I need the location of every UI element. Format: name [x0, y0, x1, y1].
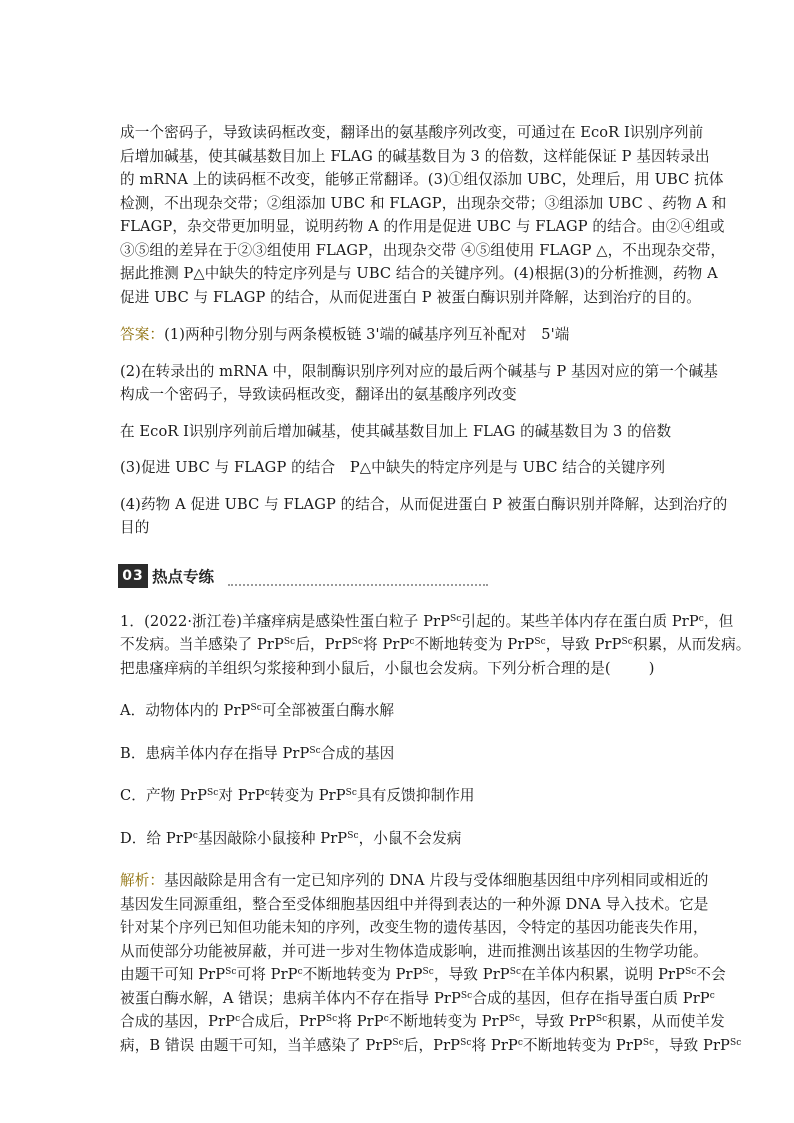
solution-analysis — [120, 869, 742, 1057]
answer-line-3: 在 EcoR Ⅰ识别序列前后增加碱基，使其碱基数目加上 FLAG 的碱基数目为 3 的倍数 — [120, 422, 672, 440]
option-b: B．患病羊体内存在指导 PrP$^{Sc}$合成的基因 — [120, 744, 395, 762]
analysis-label: 解析： — [120, 872, 165, 889]
question-line-3: 把患瘙痒病的羊组织匀浆接种到小鼠后，小鼠也会发病。下列分析合理的是( ) — [120, 659, 655, 677]
question-block — [120, 610, 751, 851]
solution-line-8: 病，B 错误 由题干可知，当羊感染了 PrP$^{Sc}$后，PrP$^{Sc}$将 PrP$^c$不断地转变为 PrP$^{Sc}$，导致 PrP$^{Sc}$ — [120, 1036, 742, 1054]
option-d: D．给 PrP$^c$基因敲除小鼠接种 PrP$^{Sc}$，小鼠不会发病 — [120, 829, 462, 847]
analysis-line: 成一个密码子，导致读码框改变，翻译出的氨基酸序列改变，可通过在 EcoR Ⅰ识别序列前 — [120, 124, 704, 141]
analysis-line: 检测，不出现杂交带；②组添加 UBC 和 FLAGP，出现杂交带；③组添加 UBC 、药物 A 和 — [120, 194, 727, 212]
analysis-line: 后增加碱基，使其碱基数目加上 FLAG 的碱基数目为 3 的倍数，这样能保证 P 基因转录出 — [120, 147, 710, 165]
answer-line-5a: (4)药物 A 促进 UBC 与 FLAGP 的结合，从而促进蛋白 P 被蛋白酶识别并降解，达到治疗的 — [120, 495, 728, 513]
question-line-2: 不发病。当羊感染了 PrP$^{Sc}$后，PrP$^{Sc}$将 PrP$^c$不断地转变为 PrP$^{Sc}$，导致 PrP$^{Sc}$积累，从而发病。 — [120, 636, 751, 653]
answer-line-5b: 目的 — [120, 519, 150, 536]
previous-analysis — [120, 121, 727, 309]
option-c: C．产物 PrP$^{Sc}$对 PrP$^c$转变为 PrP$^{Sc}$具有反馈抑制作用 — [120, 787, 475, 804]
solution-line-3: 针对某个序列已知但功能未知的序列，改变生物的遗传基因，令特定的基因功能丧失作用， — [120, 919, 708, 936]
answer-line-1: 答案：(1)两种引物分别与两条模板链 3'端的碱基序列互补配对 5'端 — [120, 326, 570, 343]
option-a: A．动物体内的 PrP$^{Sc}$可全部被蛋白酶水解 — [120, 702, 395, 719]
solution-line-4: 从而使部分功能被屏蔽，并可进一步对生物体造成影响，进而推测出该基因的生物学功能。 — [120, 942, 708, 960]
solution-line-7: 合成的基因，PrP$^c$合成后，PrP$^{Sc}$将 PrP$^c$不断地转变为 PrP$^{Sc}$，导致 PrP$^{Sc}$积累，从而使羊发 — [120, 1013, 725, 1030]
question-line-1: 1．(2022·浙江卷)羊瘙痒病是感染性蛋白粒子 PrP$^{Sc}$引起的。某些羊体内存在蛋白质 PrP$^c$，但 — [120, 612, 734, 630]
solution-line-5: 由题干可知 PrP$^{Sc}$可将 PrP$^c$不断地转变为 PrP$^{Sc}$，导致 PrP$^{Sc}$在羊体内积累，说明 PrP$^{Sc}$不会 — [120, 966, 726, 983]
answer-line-4: (3)促进 UBC 与 FLAGP 的结合 P△中缺失的特定序列是与 UBC 结合的关键序列 — [120, 459, 666, 476]
analysis-line: ③⑤组的差异在于②③组使用 FLAGP，出现杂交带 ④⑤组使用 FLAGP △，不出现杂交带， — [120, 241, 726, 259]
solution-line-2: 基因发生同源重组，整合至受体细胞基因组中并得到表达的一种外源 DNA 导入技术。它是 — [120, 895, 709, 913]
analysis-line: 促进 UBC 与 FLAGP 的结合，从而促进蛋白 P 被蛋白酶识别并降解，达到治疗的目的。 — [120, 288, 701, 306]
section-divider — [228, 584, 488, 586]
section-header — [118, 562, 674, 590]
solution-line-1: 解析：基因敲除是用含有一定已知序列的 DNA 片段与受体细胞基因组中序列相同或相近的 — [120, 872, 709, 889]
analysis-line: 据此推测 P△中缺失的特定序列是与 UBC 结合的关键序列。(4)根据(3)的分析推测，药物 A — [120, 265, 718, 282]
analysis-line: FLAGP，杂交带更加明显，说明药物 A 的作用是促进 UBC 与 FLAGP 的结合。由②④组或 — [120, 218, 725, 235]
analysis-line: 的 mRNA 上的读码框不改变，能够正常翻译。(3)①组仅添加 UBC，处理后，用 UBC 抗体 — [120, 171, 724, 188]
answer-label: 答案： — [120, 326, 165, 343]
solution-line-6: 被蛋白酶水解，A 错误；患病羊体内不存在指导 PrP$^{Sc}$合成的基因，但存在指导蛋白质 PrP$^c$ — [120, 989, 715, 1007]
answer-line-2a: (2)在转录出的 mRNA 中，限制酶识别序列对应的最后两个碱基与 P 基因对应的第一个碱基 — [120, 362, 718, 380]
section-number-badge: 03 — [118, 564, 148, 588]
answer-line-2b: 构成一个密码子，导致读码框改变，翻译出的氨基酸序列改变 — [120, 386, 517, 403]
section-title: 热点专练 — [152, 567, 215, 586]
answer-block — [120, 323, 728, 540]
